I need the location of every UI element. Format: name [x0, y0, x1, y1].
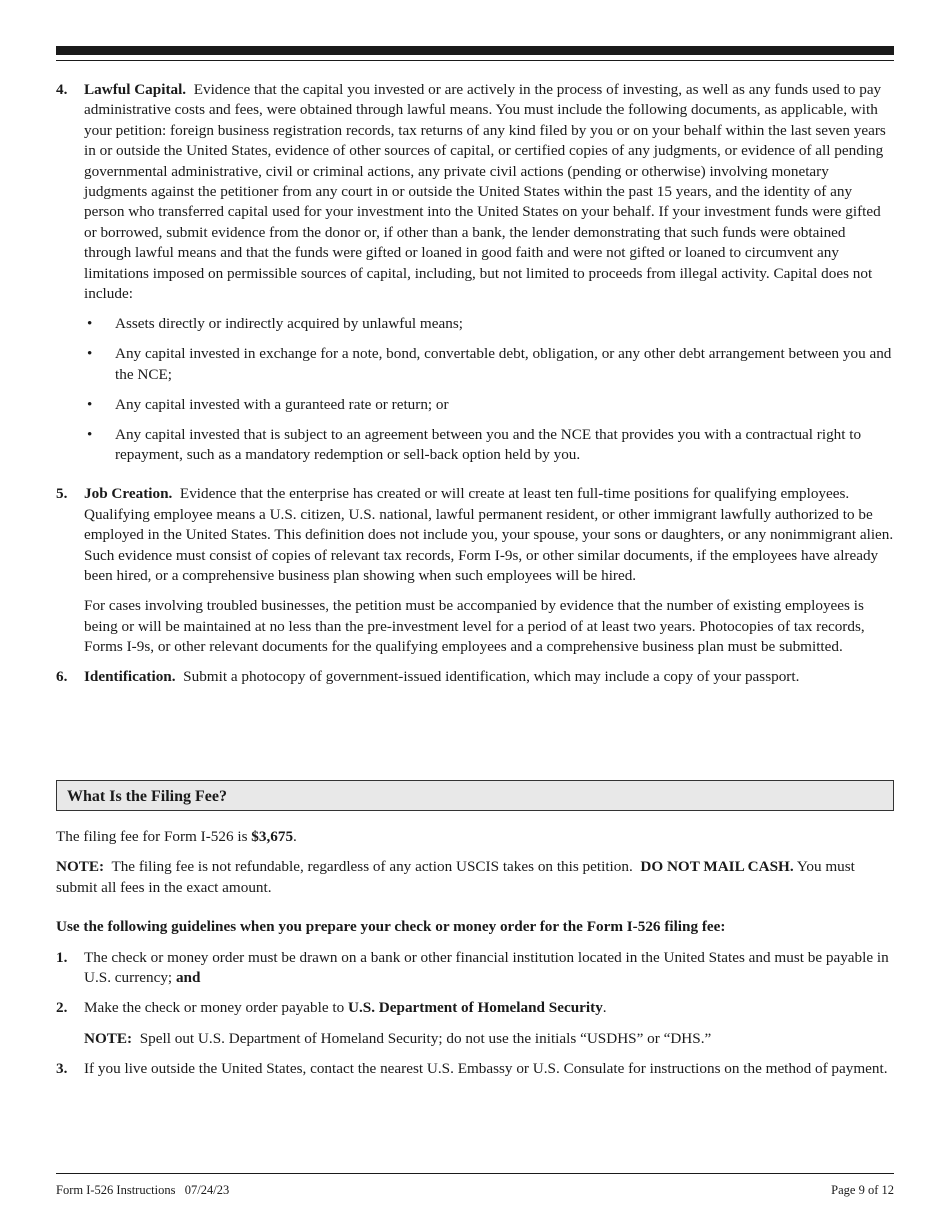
top-rule-thick	[56, 46, 894, 55]
top-rule-thin	[56, 60, 894, 61]
list-item-job-creation	[56, 484, 894, 657]
filing-fee-section	[56, 827, 894, 1080]
list-item-lawful-capital	[56, 80, 894, 475]
list-item-identification	[56, 667, 894, 687]
bullet-item: • Any capital invested with a guranteed rate or return; or	[87, 395, 449, 413]
footer-page-number: Page 9 of 12	[831, 1183, 894, 1197]
capital-exclusions-list	[84, 314, 894, 465]
bullet-item: • Assets directly or indirectly acquired by unlawful means;	[87, 315, 463, 333]
item-paragraph	[84, 80, 894, 304]
guideline-item: 3. If you live outside the United States, contact the nearest U.S. Embassy or U.S. Consulate for instructions on the method of payment.	[56, 1060, 888, 1078]
fee-note: NOTE: The filing fee is not refundable, regardless of any action USCIS takes on this petition. DO NOT MAIL CASH. You must submit all fees in the exact amount.	[56, 858, 855, 896]
item-number: 6.	[56, 667, 68, 685]
fee-amount-line: The filing fee for Form I-526 is $3,675.	[56, 828, 297, 845]
item-text: Evidence that the enterprise has created or will create at least ten full-time positions for qualifying employees. Qualifying employee means a U.S. citizen, U.S. national, lawful permanent resident, or other immigrant lawfully authorized to be employed in the United States. This definition does not include you, your spouse, your sons or daughters, or any nonimmigrant alien. Such evidence must consist of copies of relevant tax records, Form I-9s, or other similar documents, if the employees have already been hired, or a comprehensive business plan showing when such employees will be hired.	[84, 485, 894, 584]
item-number: 4.	[56, 81, 68, 98]
guideline-note: NOTE: Spell out U.S. Department of Homeland Security; do not use the initials “USDHS” or “DHS.”	[84, 1029, 712, 1047]
footer-form-id: Form I-526 Instructions 07/24/23	[56, 1183, 230, 1197]
item-text: Evidence that the capital you invested or are actively in the process of investing, as well as any funds used to pay administrative costs and fees, were obtained through lawful means. You must include the following documents, as applicable, with your petition: foreign business registration records, tax returns of any kind filed by you or on your behalf within the last seven years in or outside the United States, evidence of other sources of capital, or certified copies of any judgments, or evidence of all pending governmental administrative, civil or criminal actions, any private civil actions (pending or otherwise) involving monetary judgments against the petitioner from any court in or outside the United States within the past 15 years, and the identity of any person who transferred capital used for your investment into the United States on your behalf. If your investment funds were gifted or borrowed, submit evidence from the donor or, if other than a bank, the lender demonstrating that such funds were obtained through lawful means and that the funds were gifted or loaned in good faith and were not gifted or loaned to circumvent any limitations imposed on permissible sources of capital, including, but not limited to proceeds from illegal activity. Capital does not include:	[84, 81, 886, 303]
guideline-item: 1. The check or money order must be drawn on a bank or other financial institution located in the United States and must be payable in U.S. currency; and	[56, 948, 889, 987]
item-text: Submit a photocopy of government-issued identification, which may include a copy of your passport.	[183, 667, 800, 685]
item-title: Job Creation.	[84, 485, 173, 503]
section-heading-filing-fee: What Is the Filing Fee?	[56, 780, 894, 811]
item-number: 5.	[56, 485, 68, 503]
item-title: Lawful Capital.	[84, 81, 187, 98]
bullet-item: • Any capital invested in exchange for a note, bond, convertable debt, obligation, or any other debt arrangement between you and the NCE;	[87, 345, 892, 383]
bullet-item: • Any capital invested that is subject to an agreement between you and the NCE that provides you with a contractual right to repayment, such as a mandatory redemption or sell-back option held by you.	[87, 425, 862, 464]
item-paragraph	[84, 667, 894, 687]
item-title: Identification.	[84, 667, 176, 685]
fee-amount: $3,675	[251, 828, 294, 845]
evidence-list	[56, 80, 894, 687]
item-paragraph	[84, 484, 894, 586]
guidelines-heading: Use the following guidelines when you prepare your check or money order for the Form I-526 filing fee:	[56, 918, 726, 936]
item-paragraph-2: For cases involving troubled businesses, the petition must be accompanied by evidence that the number of existing employees is being or will be maintained at no less than the pre-investment level for a period of at least two years. Photocopies of tax records, Forms I-9s, or other relevant documents for the qualifying employees and a comprehensive business plan must be submitted.	[84, 597, 865, 656]
guideline-item: 2. Make the check or money order payable to U.S. Department of Homeland Security. NOTE: Spell out U.S. Department of Homeland Security; do not use the initials “USDHS” or “DHS.”	[56, 998, 894, 1049]
footer-rule	[56, 1173, 894, 1174]
